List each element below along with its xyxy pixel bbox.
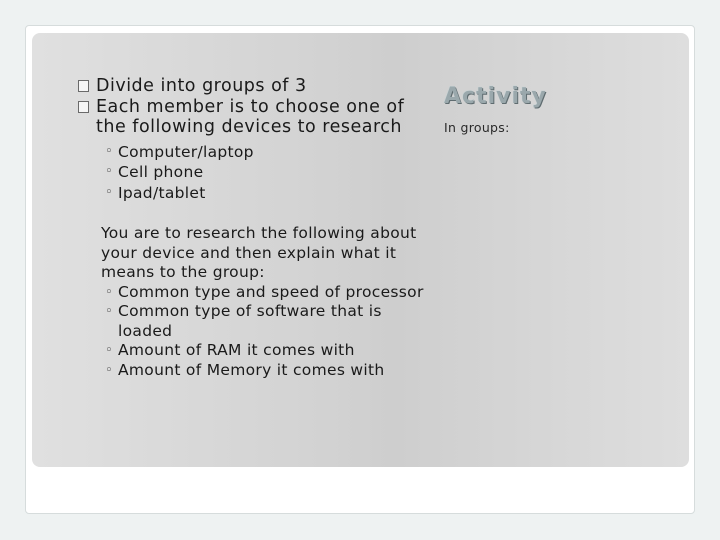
device-label: Cell phone — [118, 163, 204, 181]
list-item — [78, 183, 438, 204]
slide-body — [78, 76, 438, 380]
checkbox-bullet-icon — [78, 80, 89, 92]
circle-bullet-icon: ◦ — [105, 184, 113, 200]
list-item — [78, 341, 438, 361]
circle-bullet-icon: ◦ — [105, 304, 113, 319]
research-item: Amount of Memory it comes with — [118, 360, 385, 379]
list-item — [78, 361, 438, 381]
list-item — [78, 142, 438, 163]
checkbox-bullet-icon — [78, 101, 89, 113]
bullet-text: Each member is to choose one of the following devices to research — [96, 96, 405, 137]
slide-title: Activity — [444, 84, 547, 109]
research-item: Amount of RAM it comes with — [118, 341, 355, 359]
research-list — [78, 283, 438, 381]
circle-bullet-icon: ◦ — [105, 143, 113, 159]
list-item — [78, 302, 438, 341]
instruction-paragraph: You are to research the following about your device and then explain what it means to the group: — [101, 224, 417, 281]
slide-subtitle: In groups: — [444, 120, 510, 135]
device-label: Computer/laptop — [118, 142, 254, 161]
circle-bullet-icon: ◦ — [105, 343, 113, 358]
circle-bullet-icon: ◦ — [105, 284, 113, 300]
bullet-text: Divide into groups of 3 — [96, 76, 307, 96]
device-label: Ipad/tablet — [118, 183, 206, 202]
circle-bullet-icon: ◦ — [105, 362, 113, 378]
list-item — [78, 283, 438, 303]
research-item: Common type and speed of processor — [118, 282, 424, 301]
bullet-item — [78, 76, 438, 97]
device-list — [78, 142, 438, 204]
research-item: Common type of software that is loaded — [118, 302, 382, 340]
bullet-item — [78, 97, 438, 138]
list-item — [78, 162, 438, 183]
circle-bullet-icon: ◦ — [105, 164, 113, 179]
